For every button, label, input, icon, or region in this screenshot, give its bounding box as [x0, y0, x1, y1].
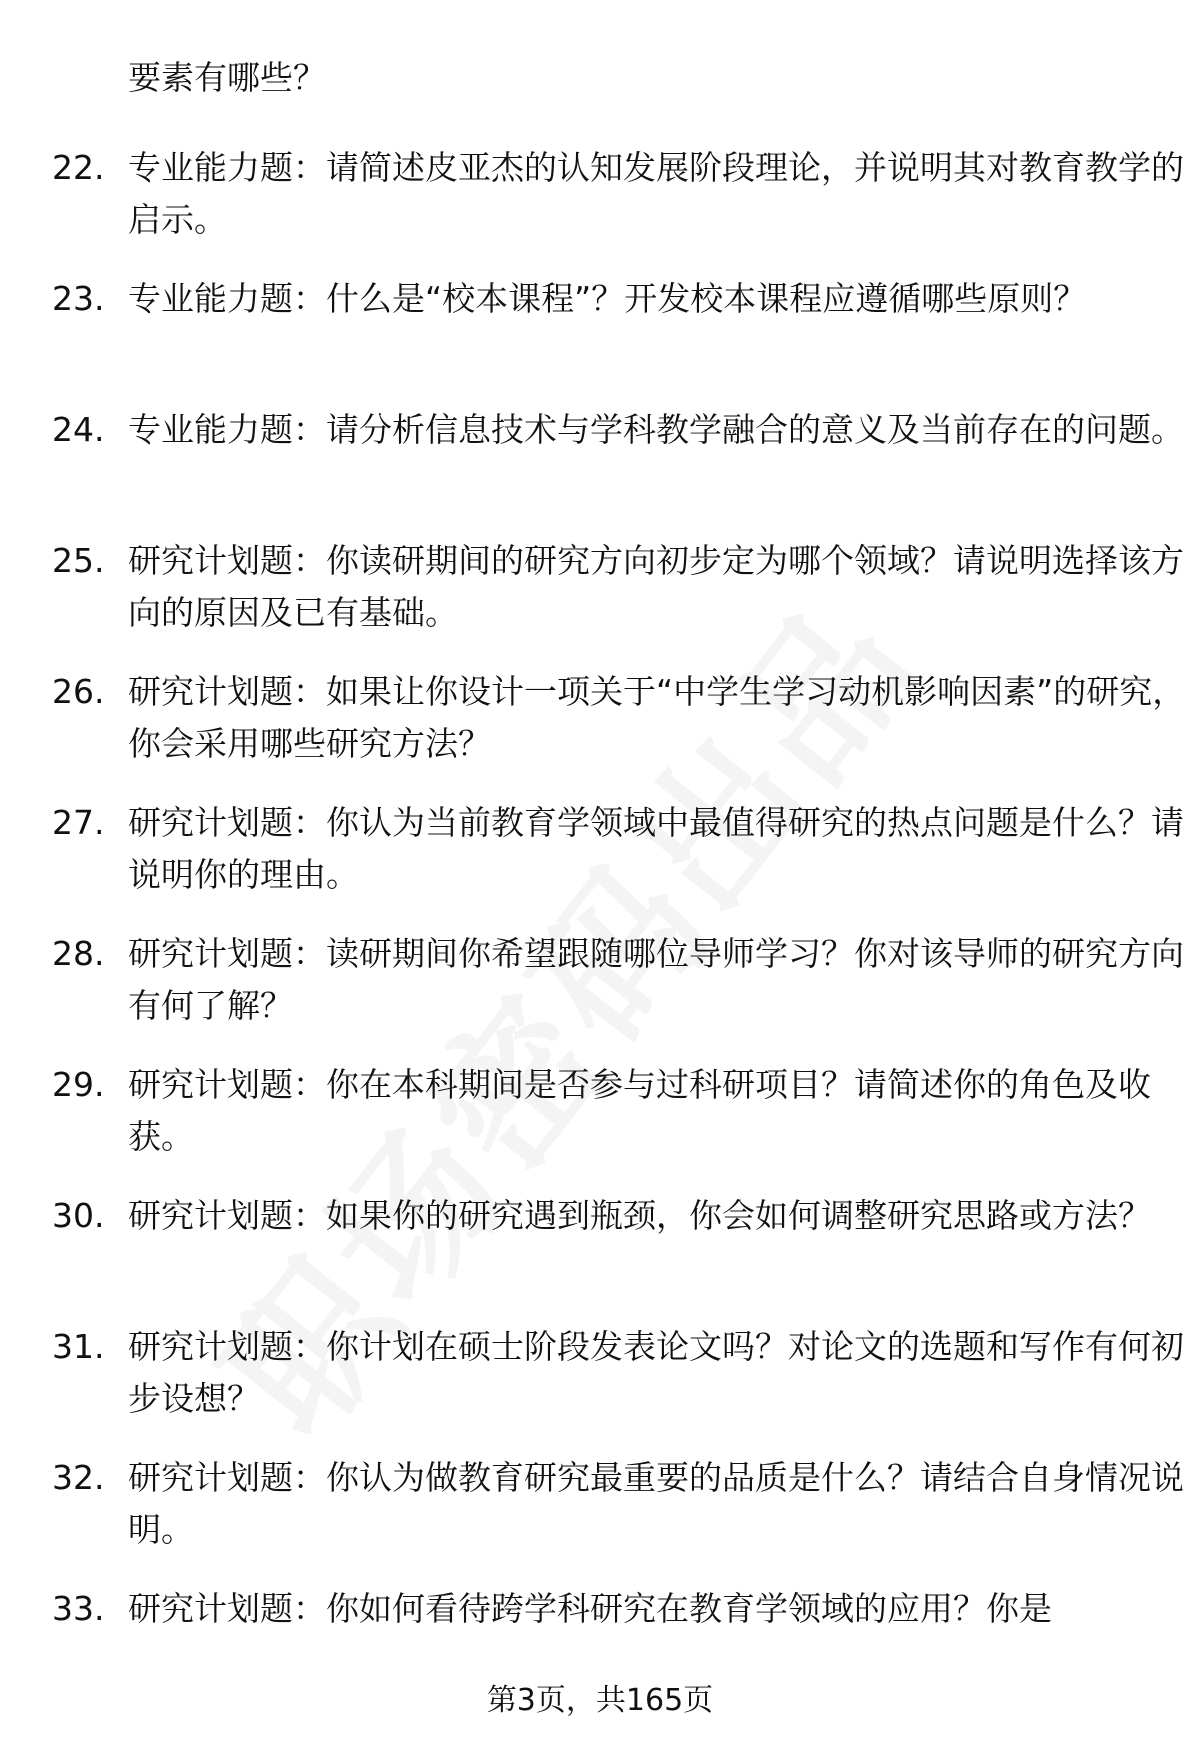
question-number: 28.	[52, 934, 105, 973]
question-item	[52, 1321, 1184, 1452]
question-text: 研究计划题：你认为当前教育学领域中最值得研究的热点问题是什么？请说明你的理由。	[128, 803, 1184, 894]
question-item	[52, 404, 1184, 535]
question-number: 29.	[52, 1065, 105, 1104]
question-text: 研究计划题：如果让你设计一项关于“中学生学习动机影响因素”的研究，你会采用哪些研究方法？	[128, 672, 1186, 763]
question-number: 27.	[52, 803, 105, 842]
question-number: 26.	[52, 672, 105, 711]
question-text: 研究计划题：你计划在硕士阶段发表论文吗？对论文的选题和写作有何初步设想？	[128, 1327, 1184, 1418]
question-text: 专业能力题：请简述皮亚杰的认知发展阶段理论，并说明其对教育教学的启示。	[128, 148, 1184, 239]
question-number: 30.	[52, 1196, 105, 1235]
question-item	[52, 1059, 1162, 1190]
question-text: 研究计划题：你如何看待跨学科研究在教育学领域的应用？你是	[128, 1589, 1052, 1628]
question-number: 32.	[52, 1458, 105, 1497]
question-item	[52, 797, 1184, 928]
question-text: 研究计划题：你认为做教育研究最重要的品质是什么？请结合自身情况说明。	[128, 1458, 1184, 1549]
question-text: 研究计划题：你读研期间的研究方向初步定为哪个领域？请说明选择该方向的原因及已有基础。	[128, 541, 1184, 632]
question-number: 22.	[52, 148, 105, 187]
question-text: 专业能力题：请分析信息技术与学科教学融合的意义及当前存在的问题。	[128, 410, 1184, 449]
question-item	[52, 1452, 1184, 1583]
question-item	[52, 928, 1184, 1059]
question-item	[52, 535, 1184, 666]
page-footer: 第3页，共165页	[486, 1683, 714, 1718]
continuation-text: 要素有哪些？	[128, 58, 326, 97]
question-number: 23.	[52, 279, 105, 318]
question-text: 研究计划题：读研期间你希望跟随哪位导师学习？你对该导师的研究方向有何了解？	[128, 934, 1184, 1025]
question-number: 33.	[52, 1589, 105, 1628]
question-number: 24.	[52, 410, 105, 449]
question-text: 专业能力题：什么是“校本课程”？开发校本课程应遵循哪些原则？	[128, 279, 1087, 318]
question-number: 25.	[52, 541, 105, 580]
question-item	[52, 273, 1162, 404]
question-item	[52, 1190, 1162, 1321]
question-text: 研究计划题：如果你的研究遇到瓶颈，你会如何调整研究思路或方法？	[128, 1196, 1151, 1235]
question-text: 研究计划题：你在本科期间是否参与过科研项目？请简述你的角色及收获。	[128, 1065, 1151, 1156]
question-item	[52, 142, 1184, 273]
question-number: 31.	[52, 1327, 105, 1366]
question-item	[52, 666, 1186, 797]
question-list	[52, 142, 1186, 1714]
